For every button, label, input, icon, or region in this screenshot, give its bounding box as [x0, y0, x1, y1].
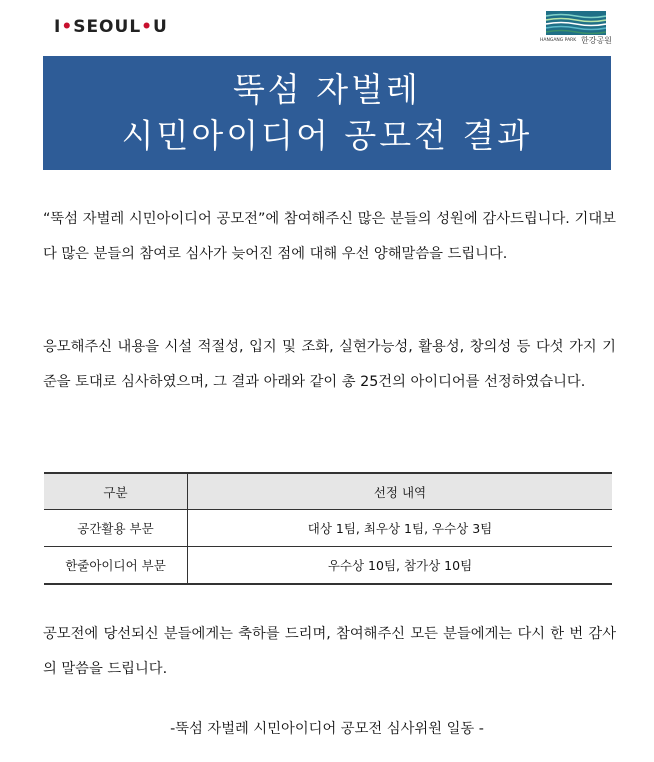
- park-logo-english: HANGANG PARK: [540, 38, 577, 43]
- seoul-logo-dot: •: [141, 17, 154, 37]
- park-logo-korean: 한강공원: [581, 36, 612, 45]
- results-table: [44, 472, 612, 585]
- closing-paragraph: 공모전에 당선되신 분들에게는 축하를 드리며, 참여해주신 모든 분들에게는 다시 한 번 감사의 말씀을 드립니다.: [43, 626, 616, 677]
- hangang-park-logo: [540, 9, 610, 49]
- table-cell: 한줄아이디어 부문: [44, 547, 188, 585]
- table-header-category: 구분: [44, 473, 188, 510]
- hangang-waves-icon: [546, 11, 606, 35]
- table-cell: 우수상 10팀, 참가상 10팀: [188, 547, 613, 585]
- intro-paragraph: “뚝섬 자벌레 시민아이디어 공모전”에 참여해주신 많은 분들의 성원에 감사드립니다. 기대보다 많은 분들의 참여로 심사가 늦어진 점에 대해 우선 양해말씀을 드립니다.: [43, 211, 616, 262]
- criteria-paragraph: 응모해주신 내용을 시설 적절성, 입지 및 조화, 실현가능성, 활용성, 창의성 등 다섯 가지 기준을 토대로 심사하였으며, 그 결과 아래와 같이 총 25건의 아이디어를 선정하였습니다.: [43, 339, 616, 390]
- table-header-row: [44, 473, 612, 510]
- signature: -뚝섬 자벌레 시민아이디어 공모전 심사위원 일동 -: [170, 721, 484, 737]
- table-cell: 대상 1팀, 최우상 1팀, 우수상 3팀: [188, 510, 613, 547]
- table-row: [44, 547, 612, 585]
- seoul-logo-dot: •: [61, 17, 74, 37]
- title-line-1: 뚝섬 자벌레: [233, 70, 421, 109]
- table-header-selection: 선정 내역: [188, 473, 613, 510]
- table-cell: 공간활용 부문: [44, 510, 188, 547]
- title-line-2: 시민아이디어 공모전 결과: [121, 116, 533, 155]
- title-banner: [43, 56, 611, 170]
- seoul-logo: I•SEOUL•U: [54, 17, 168, 37]
- table-row: [44, 510, 612, 547]
